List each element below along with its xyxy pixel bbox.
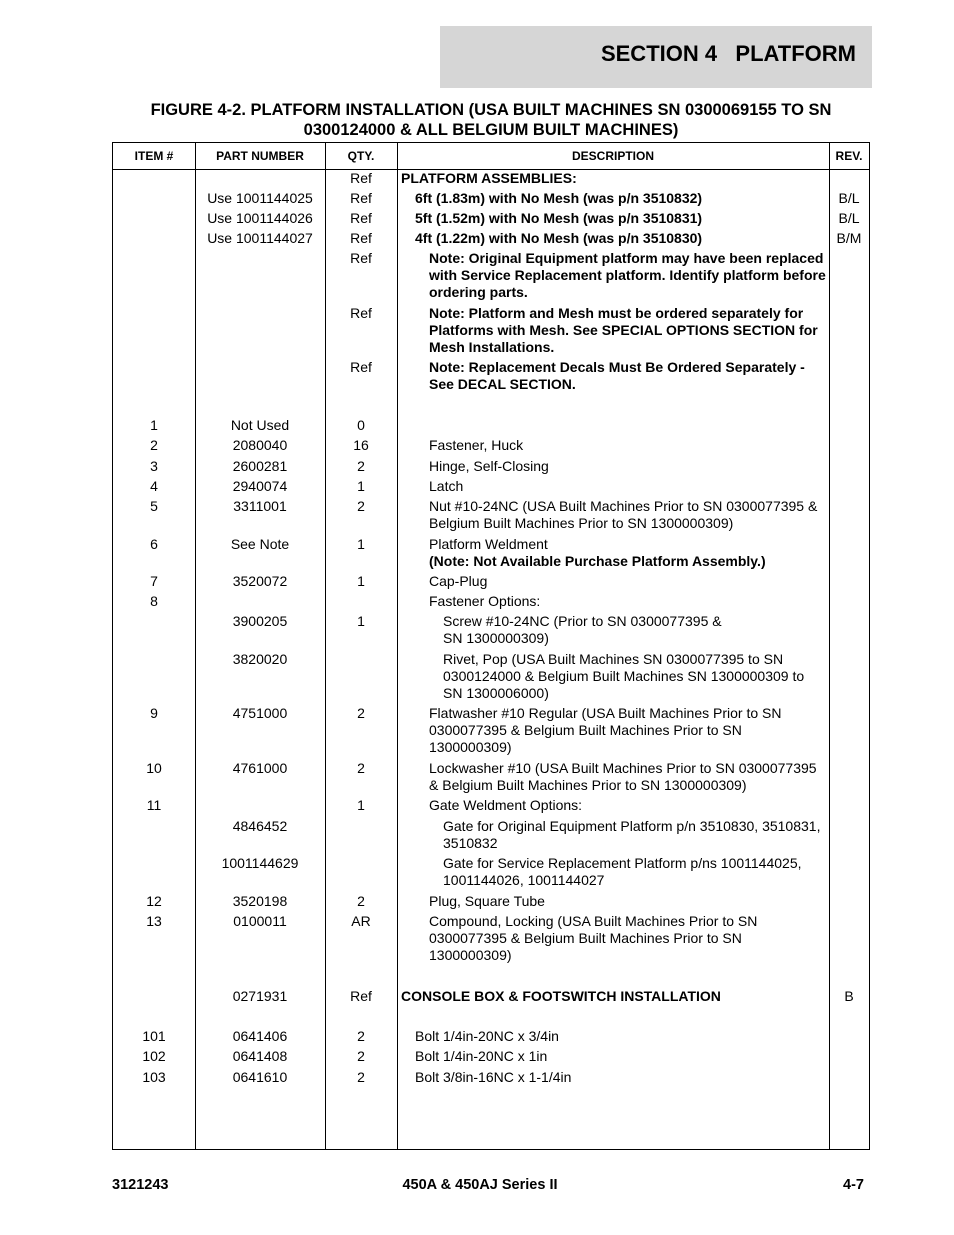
- cell-description: Fastener Options:: [429, 593, 541, 609]
- cell-part-number: 4761000: [232, 760, 288, 776]
- cell-item: 8: [150, 593, 158, 609]
- cell-qty: 16: [353, 437, 369, 453]
- col-header-description: DESCRIPTION: [571, 149, 654, 163]
- cell-description: Fastener, Huck: [429, 437, 524, 453]
- cell-qty: 0: [357, 417, 365, 433]
- footer-doc-number: 3121243: [112, 1177, 169, 1193]
- cell-qty: 1: [357, 478, 365, 494]
- cell-qty: 2: [357, 893, 365, 909]
- footer-model: 450A & 450AJ Series II: [402, 1177, 558, 1193]
- cell-description: 6ft (1.83m) with No Mesh (was p/n 3510832): [415, 190, 703, 206]
- cell-part-number: 4846452: [232, 818, 288, 834]
- cell-description: Screw #10-24NC (Prior to SN 0300077395 & SN 1300000309): [443, 613, 722, 646]
- cell-item: 11: [146, 797, 162, 813]
- cell-qty: Ref: [350, 250, 372, 266]
- cell-qty: 2: [357, 498, 365, 514]
- cell-part-number: 0641408: [232, 1048, 288, 1064]
- cell-description: Gate for Original Equipment Platform p/n 3510830, 3510831, 3510832: [443, 818, 821, 851]
- cell-description: [397, 536, 859, 570]
- cell-qty: 1: [357, 573, 365, 589]
- cell-item: 12: [146, 893, 162, 909]
- cell-item: 102: [142, 1048, 166, 1064]
- cell-part-number: 3520198: [232, 893, 288, 909]
- cell-part-number: 4751000: [232, 705, 288, 721]
- cell-description: Note: Replacement Decals Must Be Ordered Separately - See DECAL SECTION.: [429, 359, 805, 392]
- cell-description: Nut #10-24NC (USA Built Machines Prior to SN 0300077395 & Belgium Built Machines Prior to SN 1300000309): [429, 498, 818, 531]
- cell-part-number: 3820020: [232, 651, 288, 667]
- cell-item: 4: [150, 478, 158, 494]
- cell-rev: B/L: [838, 210, 860, 226]
- cell-item: 6: [150, 536, 158, 552]
- description-line: Platform Weldment: [429, 536, 548, 552]
- cell-item: 7: [150, 573, 158, 589]
- cell-item: 2: [150, 437, 158, 453]
- cell-qty: 2: [357, 1069, 365, 1085]
- cell-qty: 2: [357, 1028, 365, 1044]
- cell-item: 3: [150, 458, 158, 474]
- cell-qty: Ref: [350, 170, 372, 186]
- parts-table: [112, 142, 870, 1150]
- cell-description: Flatwasher #10 Regular (USA Built Machines Prior to SN 0300077395 & Belgium Built Machines Prior to SN 1300000309): [429, 705, 782, 755]
- description-note: (Note: Not Available Purchase Platform Assembly.): [429, 553, 766, 569]
- section-title: SECTION 4 PLATFORM: [600, 41, 856, 66]
- cell-part-number: 0641406: [232, 1028, 288, 1044]
- cell-qty: Ref: [350, 359, 372, 375]
- cell-part-number: 0641610: [232, 1069, 288, 1085]
- cell-description: 4ft (1.22m) with No Mesh (was p/n 3510830): [415, 230, 703, 246]
- cell-description: Bolt 1/4in-20NC x 3/4in: [415, 1028, 559, 1044]
- cell-description: Compound, Locking (USA Built Machines Prior to SN 0300077395 & Belgium Built Machines Prior to SN 1300000309): [429, 913, 758, 963]
- cell-qty: 1: [357, 613, 365, 629]
- cell-qty: 2: [357, 458, 365, 474]
- col-header-qty: QTY.: [347, 149, 375, 163]
- cell-rev: B: [844, 988, 854, 1004]
- cell-description: Rivet, Pop (USA Built Machines SN 0300077395 to SN 0300124000 & Belgium Built Machines SN 1300000309 to SN 1300006000): [443, 651, 805, 701]
- cell-item: 101: [142, 1028, 166, 1044]
- cell-part-number: 2600281: [232, 458, 288, 474]
- cell-item: 13: [146, 913, 162, 929]
- cell-part-number: 3520072: [232, 573, 288, 589]
- cell-rev: B/L: [838, 190, 860, 206]
- cell-part-number: 1001144629: [221, 855, 299, 871]
- cell-qty: 1: [357, 797, 365, 813]
- cell-part-number: 0100011: [233, 913, 287, 929]
- figure-title-line-2: 0300124000 & ALL BELGIUM BUILT MACHINES): [303, 121, 679, 139]
- col-header-rev: REV.: [835, 149, 863, 163]
- cell-part-number: 0271931: [232, 988, 288, 1004]
- cell-part-number: 3311001: [233, 498, 287, 514]
- cell-part-number: 3900205: [232, 613, 288, 629]
- cell-description: Cap-Plug: [429, 573, 488, 589]
- cell-description: Gate Weldment Options:: [429, 797, 583, 813]
- cell-part-number: 2080040: [232, 437, 288, 453]
- col-header-item: ITEM #: [134, 149, 174, 163]
- cell-part-number: Use 1001144026: [207, 210, 313, 226]
- figure-title-line-1: FIGURE 4-2. PLATFORM INSTALLATION (USA BUILT MACHINES SN 0300069155 TO SN: [150, 101, 832, 119]
- cell-item: 10: [146, 760, 162, 776]
- cell-description: Plug, Square Tube: [429, 893, 545, 909]
- cell-item: 1: [150, 417, 158, 433]
- cell-description: Hinge, Self-Closing: [429, 458, 549, 474]
- cell-part-number: See Note: [230, 536, 290, 552]
- cell-description: PLATFORM ASSEMBLIES:: [401, 170, 577, 186]
- cell-qty: Ref: [350, 190, 372, 206]
- section-header-box: [440, 26, 872, 88]
- cell-description: Note: Original Equipment platform may have been replaced with Service Replacement platform. Identify platform before ordering parts.: [429, 250, 826, 300]
- cell-description: Lockwasher #10 (USA Built Machines Prior to SN 0300077395 & Belgium Built Machines Prior to SN 1300000309): [429, 760, 817, 793]
- cell-part-number: Use 1001144025: [207, 190, 313, 206]
- cell-item: 9: [150, 705, 158, 721]
- cell-qty: 2: [357, 760, 365, 776]
- cell-qty: 2: [357, 1048, 365, 1064]
- cell-qty: Ref: [350, 305, 372, 321]
- cell-qty: 1: [357, 536, 365, 552]
- cell-qty: Ref: [350, 210, 372, 226]
- cell-item: 103: [142, 1069, 166, 1085]
- cell-description: Gate for Service Replacement Platform p/ns 1001144025, 1001144026, 1001144027: [443, 855, 802, 888]
- footer-page-number: 4-7: [843, 1177, 864, 1193]
- cell-description: 5ft (1.52m) with No Mesh (was p/n 3510831): [415, 210, 703, 226]
- cell-description: Bolt 3/8in-16NC x 1-1/4in: [415, 1069, 572, 1085]
- figure-title: [112, 100, 870, 140]
- cell-rev: B/M: [836, 230, 862, 246]
- cell-part-number: Use 1001144027: [207, 230, 313, 246]
- cell-qty: 2: [357, 705, 365, 721]
- cell-description: CONSOLE BOX & FOOTSWITCH INSTALLATION: [401, 988, 721, 1004]
- cell-part-number: 2940074: [232, 478, 288, 494]
- cell-description: Bolt 1/4in-20NC x 1in: [415, 1048, 548, 1064]
- cell-part-number: Not Used: [230, 417, 290, 433]
- cell-description: Latch: [429, 478, 464, 494]
- cell-qty: AR: [351, 913, 371, 929]
- cell-item: 5: [150, 498, 158, 514]
- col-header-part-number: PART NUMBER: [216, 149, 304, 163]
- cell-qty: Ref: [350, 230, 372, 246]
- cell-description: Note: Platform and Mesh must be ordered separately for Platforms with Mesh. See SPECIAL OPTIONS SECTION for Mesh Installations.: [429, 305, 818, 355]
- cell-qty: Ref: [350, 988, 372, 1004]
